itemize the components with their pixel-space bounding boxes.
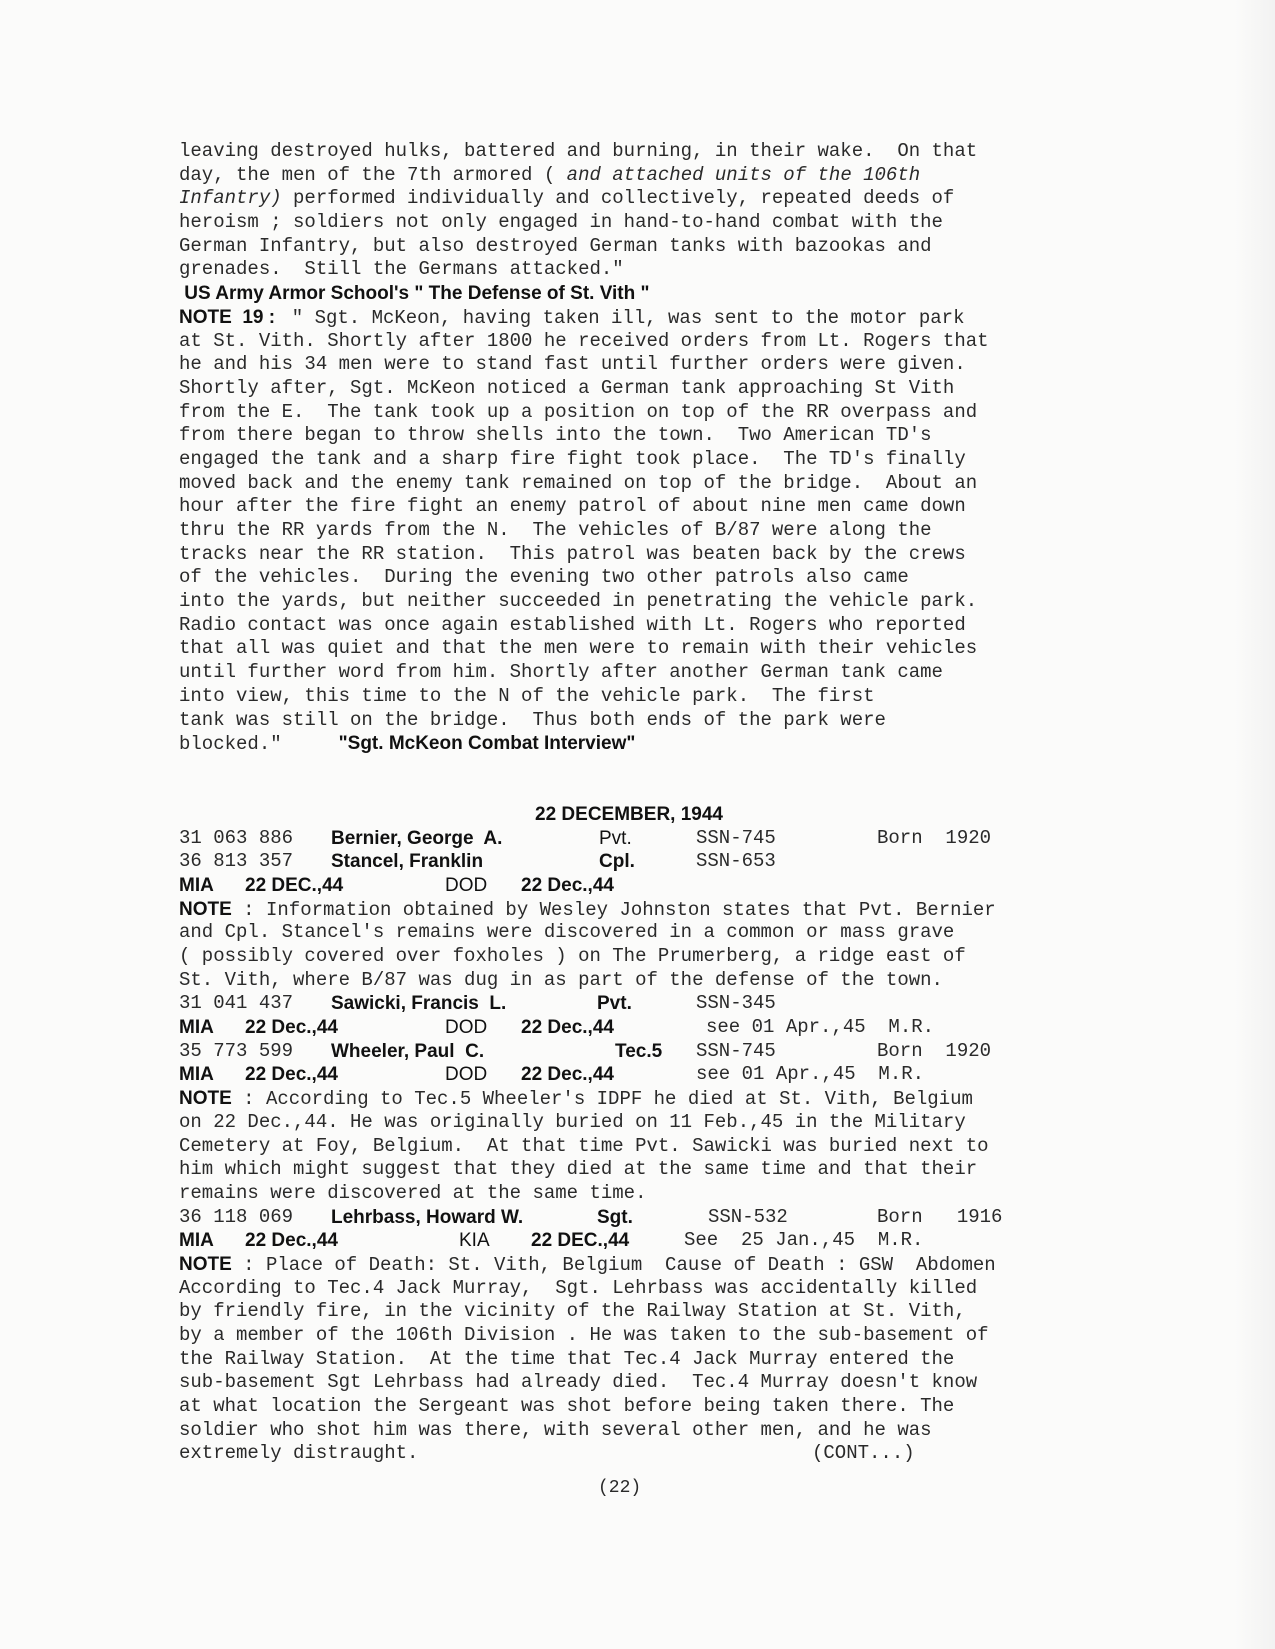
note-19-line: tank was still on the bridge. Thus both ends of the park were <box>179 708 886 731</box>
note-19-line: of the vehicles. During the evening two other patrols also came <box>179 566 909 589</box>
intro-line: German Infantry, but also destroyed German tanks with bazookas and <box>179 234 932 257</box>
status-row: MIA 22 DEC.,44 DOD 22 Dec.,44 <box>179 874 614 896</box>
note-b-line: him which might suggest that they died at the same time and that their <box>179 1158 978 1181</box>
note-c-line: the Railway Station. At the time that Tec.4 Jack Murray entered the <box>179 1347 955 1370</box>
note-19-last-line: blocked." "Sgt. McKeon Combat Interview" <box>179 733 636 756</box>
record-row-lehrbass: 36 118 069 Lehrbass, Howard W. Sgt. SSN-532 Born 1916 <box>179 1205 1003 1228</box>
note-19-line: from there began to throw shells into the town. Two American TD's <box>179 424 932 447</box>
intro-line: Infantry) performed individually and collectively, repeated deeds of <box>179 187 955 210</box>
note-19-line: thru the RR yards from the N. The vehicles of B/87 were along the <box>179 519 932 541</box>
note-19-body <box>179 330 1079 733</box>
note-a-first-line: NOTE : Information obtained by Wesley Johnston states that Pvt. Bernier <box>179 898 996 921</box>
note-b-line: remains were discovered at the same time. <box>179 1181 647 1204</box>
note-c-line: sub-basement Sgt Lehrbass had already died. Tec.4 Murray doesn't know <box>179 1371 978 1394</box>
note-a-line: and Cpl. Stancel's remains were discovered in a common or mass grave <box>179 921 955 944</box>
intro-line: grenades. Still the Germans attacked." <box>179 258 624 281</box>
note-19-line: tracks near the RR station. This patrol was beaten back by the crews <box>179 542 966 565</box>
bleed-through-edge <box>1235 0 1275 1649</box>
note-19-first-line: NOTE 19 : " Sgt. McKeon, having taken ill, was sent to the motor park <box>179 306 965 329</box>
note-c-line: by friendly fire, in the vicinity of the Railway Station at St. Vith, <box>179 1300 966 1323</box>
intro-line: day, the men of the 7th armored ( and attached units of the 106th <box>179 163 921 186</box>
record-row-wheeler: 35 773 599 Wheeler, Paul C. Tec.5 SSN-745 Born 1920 <box>179 1039 992 1062</box>
source-heading: US Army Armor School's " The Defense of St. Vith " <box>179 283 650 305</box>
note-c-first-line: NOTE : Place of Death: St. Vith, Belgium Cause of Death : GSW Abdomen <box>179 1253 996 1276</box>
note-c-line: soldier who shot him was there, with several other men, and he was <box>179 1418 932 1441</box>
page-number: (22) <box>598 1478 642 1498</box>
note-19-line: that all was quiet and that the men were to remain with their vehicles <box>179 637 978 660</box>
note-c-line: by a member of the 106th Division . He was taken to the sub-basement of <box>179 1324 989 1346</box>
note-b-first-line: NOTE : According to Tec.5 Wheeler's IDPF he died at St. Vith, Belgium <box>179 1088 973 1111</box>
interview-attribution: "Sgt. McKeon Combat Interview" <box>338 733 636 755</box>
record-row-sawicki: 31 041 437 Sawicki, Francis L. Pvt. SSN-345 <box>179 992 776 1015</box>
note-a-line: St. Vith, where B/87 was dug in as part of the defense of the town. <box>179 968 943 991</box>
note-19-line: engaged the tank and a sharp fire fight took place. The TD's finally <box>179 447 966 470</box>
note-c-line: at what location the Sergeant was shot before being taken there. The <box>179 1395 955 1418</box>
record-row-stancel: 36 813 357 Stancel, Franklin Cpl. SSN-653 <box>179 850 776 873</box>
note-19-line: from the E. The tank took up a position on top of the RR overpass and <box>179 400 978 423</box>
note-c-line: According to Tec.4 Jack Murray, Sgt. Lehrbass was accidentally killed <box>179 1276 978 1299</box>
continued-marker: (CONT...) <box>812 1442 915 1465</box>
note-19-line: hour after the fire fight an enemy patrol of about nine men came down <box>179 495 966 518</box>
note-19-line: Shortly after, Sgt. McKeon noticed a German tank approaching St Vith <box>179 376 955 399</box>
record-row-bernier: 31 063 886 Bernier, George A. Pvt. SSN-745 Born 1920 <box>179 826 992 849</box>
date-heading: 22 DECEMBER, 1944 <box>535 803 723 825</box>
note-c-last-line: extremely distraught. (CONT...) <box>179 1442 915 1465</box>
status-row: MIA 22 Dec.,44 DOD 22 Dec.,44 see 01 Apr.,45 M.R. <box>179 1063 925 1086</box>
note-19-line: at St. Vith. Shortly after 1800 he received orders from Lt. Rogers that <box>179 329 989 352</box>
note-a-line: ( possibly covered over foxholes ) on The Prumerberg, a ridge east of <box>179 945 966 967</box>
status-row: MIA 22 Dec.,44 KIA 22 DEC.,44 See 25 Jan.,45 M.R. <box>179 1229 924 1252</box>
note-19-line: until further word from him. Shortly after another German tank came <box>179 661 943 684</box>
intro-line: leaving destroyed hulks, battered and burning, in their wake. On that <box>179 140 978 162</box>
note-b-line: Cemetery at Foy, Belgium. At that time Pvt. Sawicki was buried next to <box>179 1134 989 1157</box>
note-19-line: into the yards, but neither succeeded in penetrating the vehicle park. <box>179 590 978 613</box>
note-b-line: on 22 Dec.,44. He was originally buried on 11 Feb.,45 in the Military <box>179 1110 966 1133</box>
note-19-line: Radio contact was once again established with Lt. Rogers who reported <box>179 613 966 636</box>
note-19-line: he and his 34 men were to stand fast until further orders were given. <box>179 353 966 376</box>
note-19-line: moved back and the enemy tank remained on top of the bridge. About an <box>179 471 978 494</box>
note-19-line: into view, this time to the N of the vehicle park. The first <box>179 684 875 707</box>
document-page <box>179 140 1079 1466</box>
intro-line: heroism ; soldiers not only engaged in hand-to-hand combat with the <box>179 211 943 234</box>
status-row: MIA 22 Dec.,44 DOD 22 Dec.,44 see 01 Apr.,45 M.R. <box>179 1016 935 1039</box>
